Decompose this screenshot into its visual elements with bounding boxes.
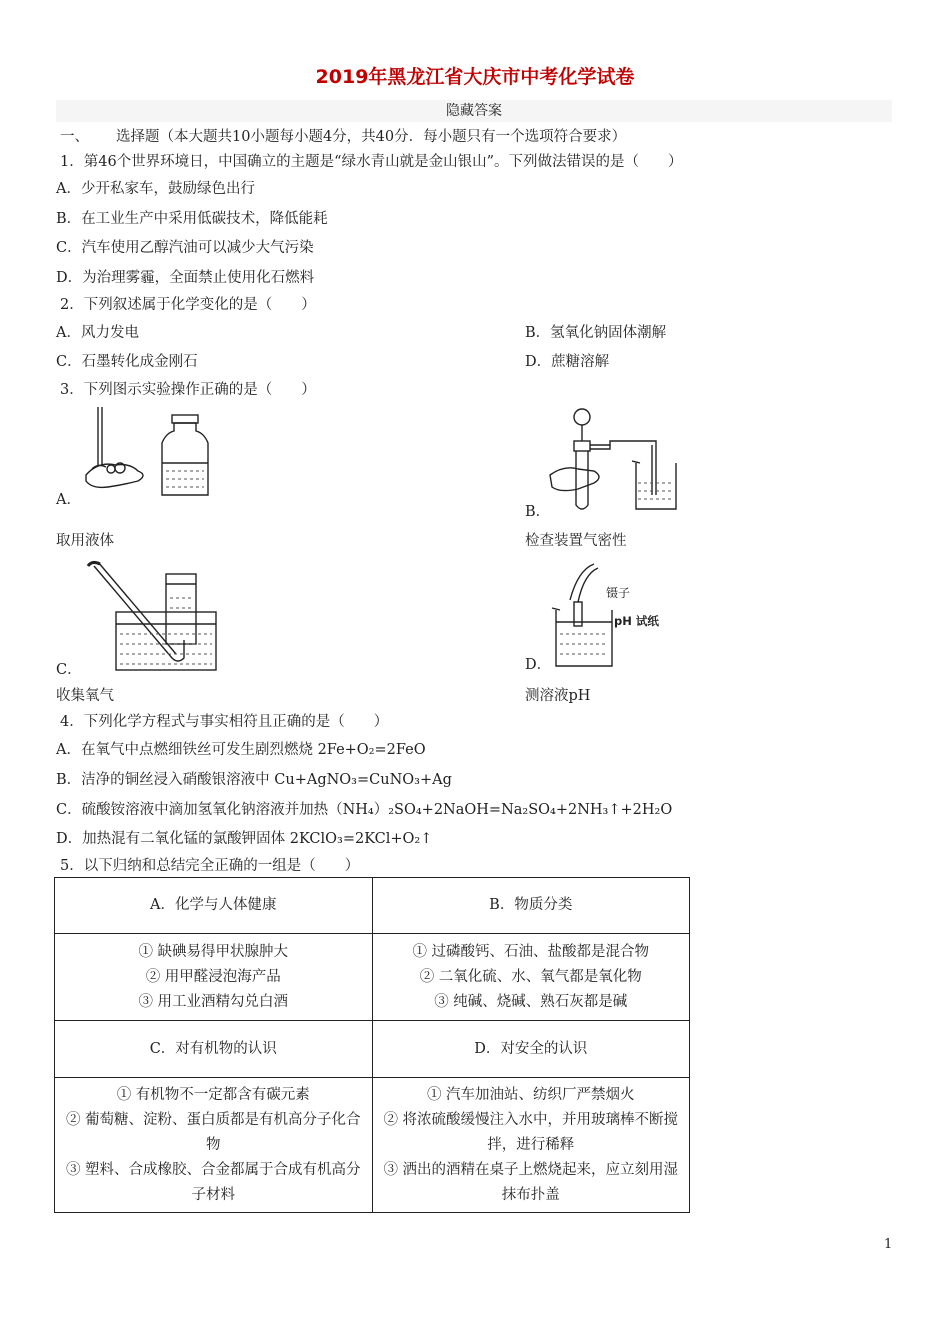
list-item: ② 用甲醛浸泡海产品 <box>145 968 281 985</box>
q3-c-caption: 收集氧气 <box>56 688 114 704</box>
label-tweezers: 镊子 <box>606 586 631 600</box>
list-item: ② 葡萄糖、淀粉、蛋白质都是有机高分子化合物 <box>65 1111 361 1153</box>
cell-b-head: B．物质分类 <box>372 878 690 934</box>
list-item: ③ 用工业酒精勾兑白酒 <box>138 993 289 1010</box>
q4-stem: 4．下列化学方程式与事实相符且正确的是（ ） <box>60 714 389 730</box>
fig-b-airtightness-setup <box>548 405 688 515</box>
cell-c-head: C．对有机物的认识 <box>55 1021 373 1078</box>
fig-c-gas-collection <box>80 558 230 676</box>
list-item: ② 二氧化硫、水、氧气都是氧化物 <box>419 968 642 985</box>
table-row <box>55 1021 690 1078</box>
q4-option-c: C．硫酸铵溶液中滴加氢氧化钠溶液并加热（NH₄）₂SO₄+2NaOH=Na₂SO₄+2NH₃↑+2H₂O <box>56 802 673 818</box>
q4-option-b: B．洁净的铜丝浸入硝酸银溶液中 Cu+AgNO₃=CuNO₃+Ag <box>56 772 452 788</box>
q4-option-a: A．在氧气中点燃细铁丝可发生剧烈燃烧 2Fe+O₂=2FeO <box>56 742 426 758</box>
q3-b-caption: 检查装置气密性 <box>525 533 627 549</box>
q5-stem: 5．以下归纳和总结完全正确的一组是（ ） <box>60 858 360 874</box>
cell-c-items <box>55 1078 373 1213</box>
q3-b-letter: B． <box>525 504 551 520</box>
q1-stem: 1．第46个世界环境日，中国确立的主题是“绿水青山就是金山银山”。下列做法错误的是（ ） <box>60 154 683 170</box>
table-row <box>55 934 690 1021</box>
page-number: 1 <box>884 1237 893 1252</box>
list-item: ③ 塑料、合成橡胶、合金都属于合成有机高分子材料 <box>65 1161 361 1203</box>
list-item: ① 缺碘易得甲状腺肿大 <box>138 943 289 960</box>
q3-c-letter: C． <box>56 662 82 678</box>
q3-a-letter: A． <box>56 492 81 508</box>
exam-title: 2019年黑龙江省大庆市中考化学试卷 <box>315 66 635 88</box>
fig-a-pipette-hand <box>78 405 218 505</box>
q1-option-b: B．在工业生产中采用低碳技术，降低能耗 <box>56 211 328 227</box>
q5-table <box>54 877 690 1213</box>
q1-option-d: D．为治理雾霾，全面禁止使用化石燃料 <box>56 270 315 286</box>
cell-b-items <box>372 934 690 1021</box>
q3-d-caption: 测溶液pH <box>525 688 591 704</box>
cell-d-items <box>372 1078 690 1213</box>
q2-stem: 2．下列叙述属于化学变化的是（ ） <box>60 297 316 313</box>
q2-option-a: A．风力发电 <box>56 325 139 341</box>
table-row <box>55 1078 690 1213</box>
section-heading: 选择题（本大题共10小题每小题4分，共40分．每小题只有一个选项符合要求） <box>116 129 627 145</box>
list-item: ① 有机物不一定都含有碳元素 <box>116 1086 310 1103</box>
q3-a-caption: 取用液体 <box>56 533 114 549</box>
q2-option-c: C．石墨转化成金刚石 <box>56 354 198 370</box>
cell-d-head: D．对安全的认识 <box>372 1021 690 1078</box>
hidden-answer-toggle[interactable]: 隐藏答案 <box>56 100 892 122</box>
table-row <box>55 878 690 934</box>
list-item: ① 汽车加油站、纺织厂严禁烟火 <box>426 1086 635 1103</box>
list-item: ③ 洒出的酒精在桌子上燃烧起来，应立刻用湿抹布扑盖 <box>383 1161 679 1203</box>
section-number: 一、 <box>60 129 89 145</box>
q3-d-letter: D． <box>525 657 552 673</box>
cell-a-head: A．化学与人体健康 <box>55 878 373 934</box>
q4-option-d: D．加热混有二氧化锰的氯酸钾固体 2KClO₃=2KCl+O₂↑ <box>56 831 433 847</box>
label-ph-paper: pH 试纸 <box>614 614 659 628</box>
q3-stem: 3．下列图示实验操作正确的是（ ） <box>60 382 316 398</box>
list-item: ① 过磷酸钙、石油、盐酸都是混合物 <box>412 943 650 960</box>
q1-option-c: C．汽车使用乙醇汽油可以减少大气污染 <box>56 240 314 256</box>
q2-option-b: B．氢氧化钠固体潮解 <box>525 325 667 341</box>
list-item: ③ 纯碱、烧碱、熟石灰都是碱 <box>434 993 628 1010</box>
cell-a-items <box>55 934 373 1021</box>
list-item: ② 将浓硫酸缓慢注入水中，并用玻璃棒不断搅拌，进行稀释 <box>383 1111 679 1153</box>
q1-option-a: A．少开私家车，鼓励绿色出行 <box>56 181 255 197</box>
q2-option-d: D．蔗糖溶解 <box>525 354 610 370</box>
